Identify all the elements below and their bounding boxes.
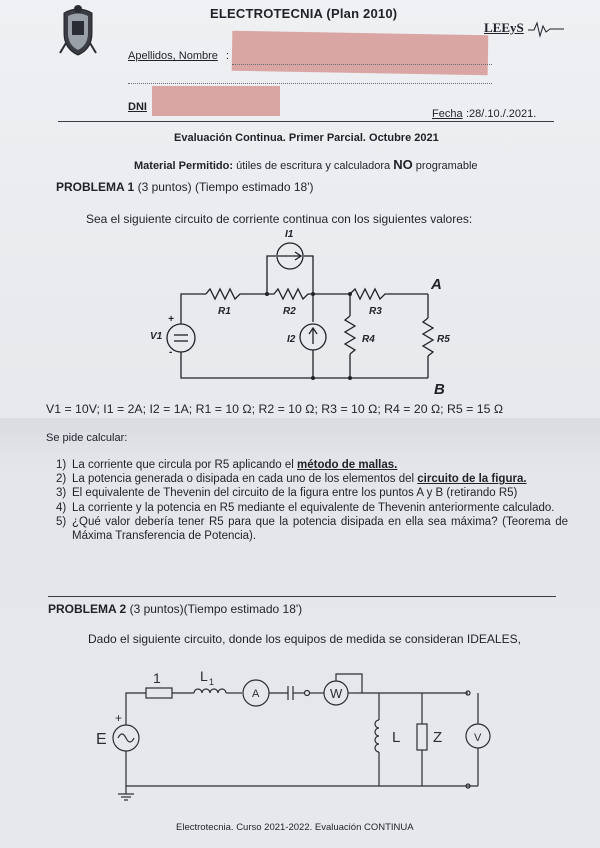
label-e: E [96, 731, 107, 748]
header-rule [58, 121, 554, 122]
label-i1: I1 [285, 229, 294, 240]
problem1-heading-line [56, 180, 314, 194]
problem2-intro: Dado el siguiente circuito, donde los equipos de medida se consideran IDEALES, [88, 632, 521, 646]
label-l: L [392, 729, 401, 746]
course-title: ELECTROTECNIA (Plan 2010) [210, 6, 398, 21]
dni-label: DNI [128, 101, 147, 113]
name-field-line-2[interactable] [128, 83, 492, 84]
problem1-ask: Se pide calcular: [46, 432, 128, 444]
name-colon: : [226, 50, 230, 62]
date-value: :28/.10./.2021. [466, 108, 537, 120]
label-z: Z [433, 729, 443, 746]
problem1-task-list [56, 458, 568, 543]
department-logo-text: LEEyS [484, 20, 524, 35]
problem2-circuit-diagram [90, 662, 510, 810]
node-b-label: B [434, 381, 445, 398]
label-v1-plus: + [168, 314, 174, 325]
material-end: programable [415, 160, 478, 172]
footer-text: Electrotecnia. Curso 2021-2022. Evaluación CONTINUA [176, 822, 414, 833]
problem-separator [48, 596, 556, 597]
task-item: 1) La corriente que circula por R5 aplicando el método de mallas. [56, 459, 398, 471]
label-r5: R5 [437, 334, 450, 345]
date-label: Fecha [432, 108, 463, 120]
label-l1-sub: 1 [209, 677, 215, 687]
dni-redaction [152, 86, 280, 116]
label-r2: R2 [283, 306, 296, 317]
label-e-plus: + [115, 711, 123, 725]
problem1-heading: PROBLEMA 1 [56, 180, 135, 194]
name-redaction [232, 31, 489, 75]
task-item: 5) ¿Qué valor debería tener R5 para que la potencia disipada en ella sea máxima? (Teorema de Máxima Transferencia de Potencia). [56, 515, 568, 543]
department-wave-icon [528, 20, 564, 38]
problem1-circuit-diagram [150, 226, 450, 398]
problem2-points: (3 puntos)(Tiempo estimado 18') [129, 602, 303, 616]
name-field-line[interactable] [232, 64, 492, 65]
wattmeter-symbol: W [330, 686, 343, 701]
material-label: Material Permitido: [134, 160, 234, 172]
ammeter-symbol: A [252, 688, 260, 700]
label-v1: V1 [150, 331, 163, 342]
label-v1-minus: - [169, 347, 173, 358]
material-no: NO [393, 157, 413, 172]
voltmeter-symbol: V [474, 732, 482, 744]
label-r3: R3 [369, 306, 382, 317]
name-label: Apellidos, Nombre [128, 50, 218, 62]
label-i2: I2 [287, 334, 296, 345]
task-item: 4) La corriente y la potencia en R5 mediante el equivalente de Thevenin anteriormente calculado. [56, 501, 555, 514]
label-resistor-1: 1 [153, 670, 161, 686]
problem2-heading: PROBLEMA 2 [48, 602, 127, 616]
material-line [134, 157, 478, 172]
label-l1: L [200, 668, 208, 684]
university-crest-icon [58, 3, 98, 57]
problem1-values: V1 = 10V; I1 = 2A; I2 = 1A; R1 = 10 Ω; R2 = 10 Ω; R3 = 10 Ω; R4 = 20 Ω; R5 = 15 Ω [46, 402, 504, 416]
problem1-points: (3 puntos) (Tiempo estimado 18') [137, 180, 314, 194]
problem2-heading-line [48, 602, 302, 616]
task-item: 2) La potencia generada o disipada en cada uno de los elementos del circuito de la figura. [56, 473, 527, 486]
problem1-intro: Sea el siguiente circuito de corriente continua con los siguientes valores: [86, 212, 473, 226]
label-r4: R4 [362, 334, 375, 345]
node-a-label: A [431, 276, 442, 293]
exam-title: Evaluación Continua. Primer Parcial. Octubre 2021 [174, 132, 439, 144]
material-text: útiles de escritura y calculadora [236, 160, 391, 172]
task-item: 3) El equivalente de Thevenin del circuito de la figura entre los puntos A y B (retirando R5) [56, 487, 518, 500]
label-r1: R1 [218, 306, 231, 317]
